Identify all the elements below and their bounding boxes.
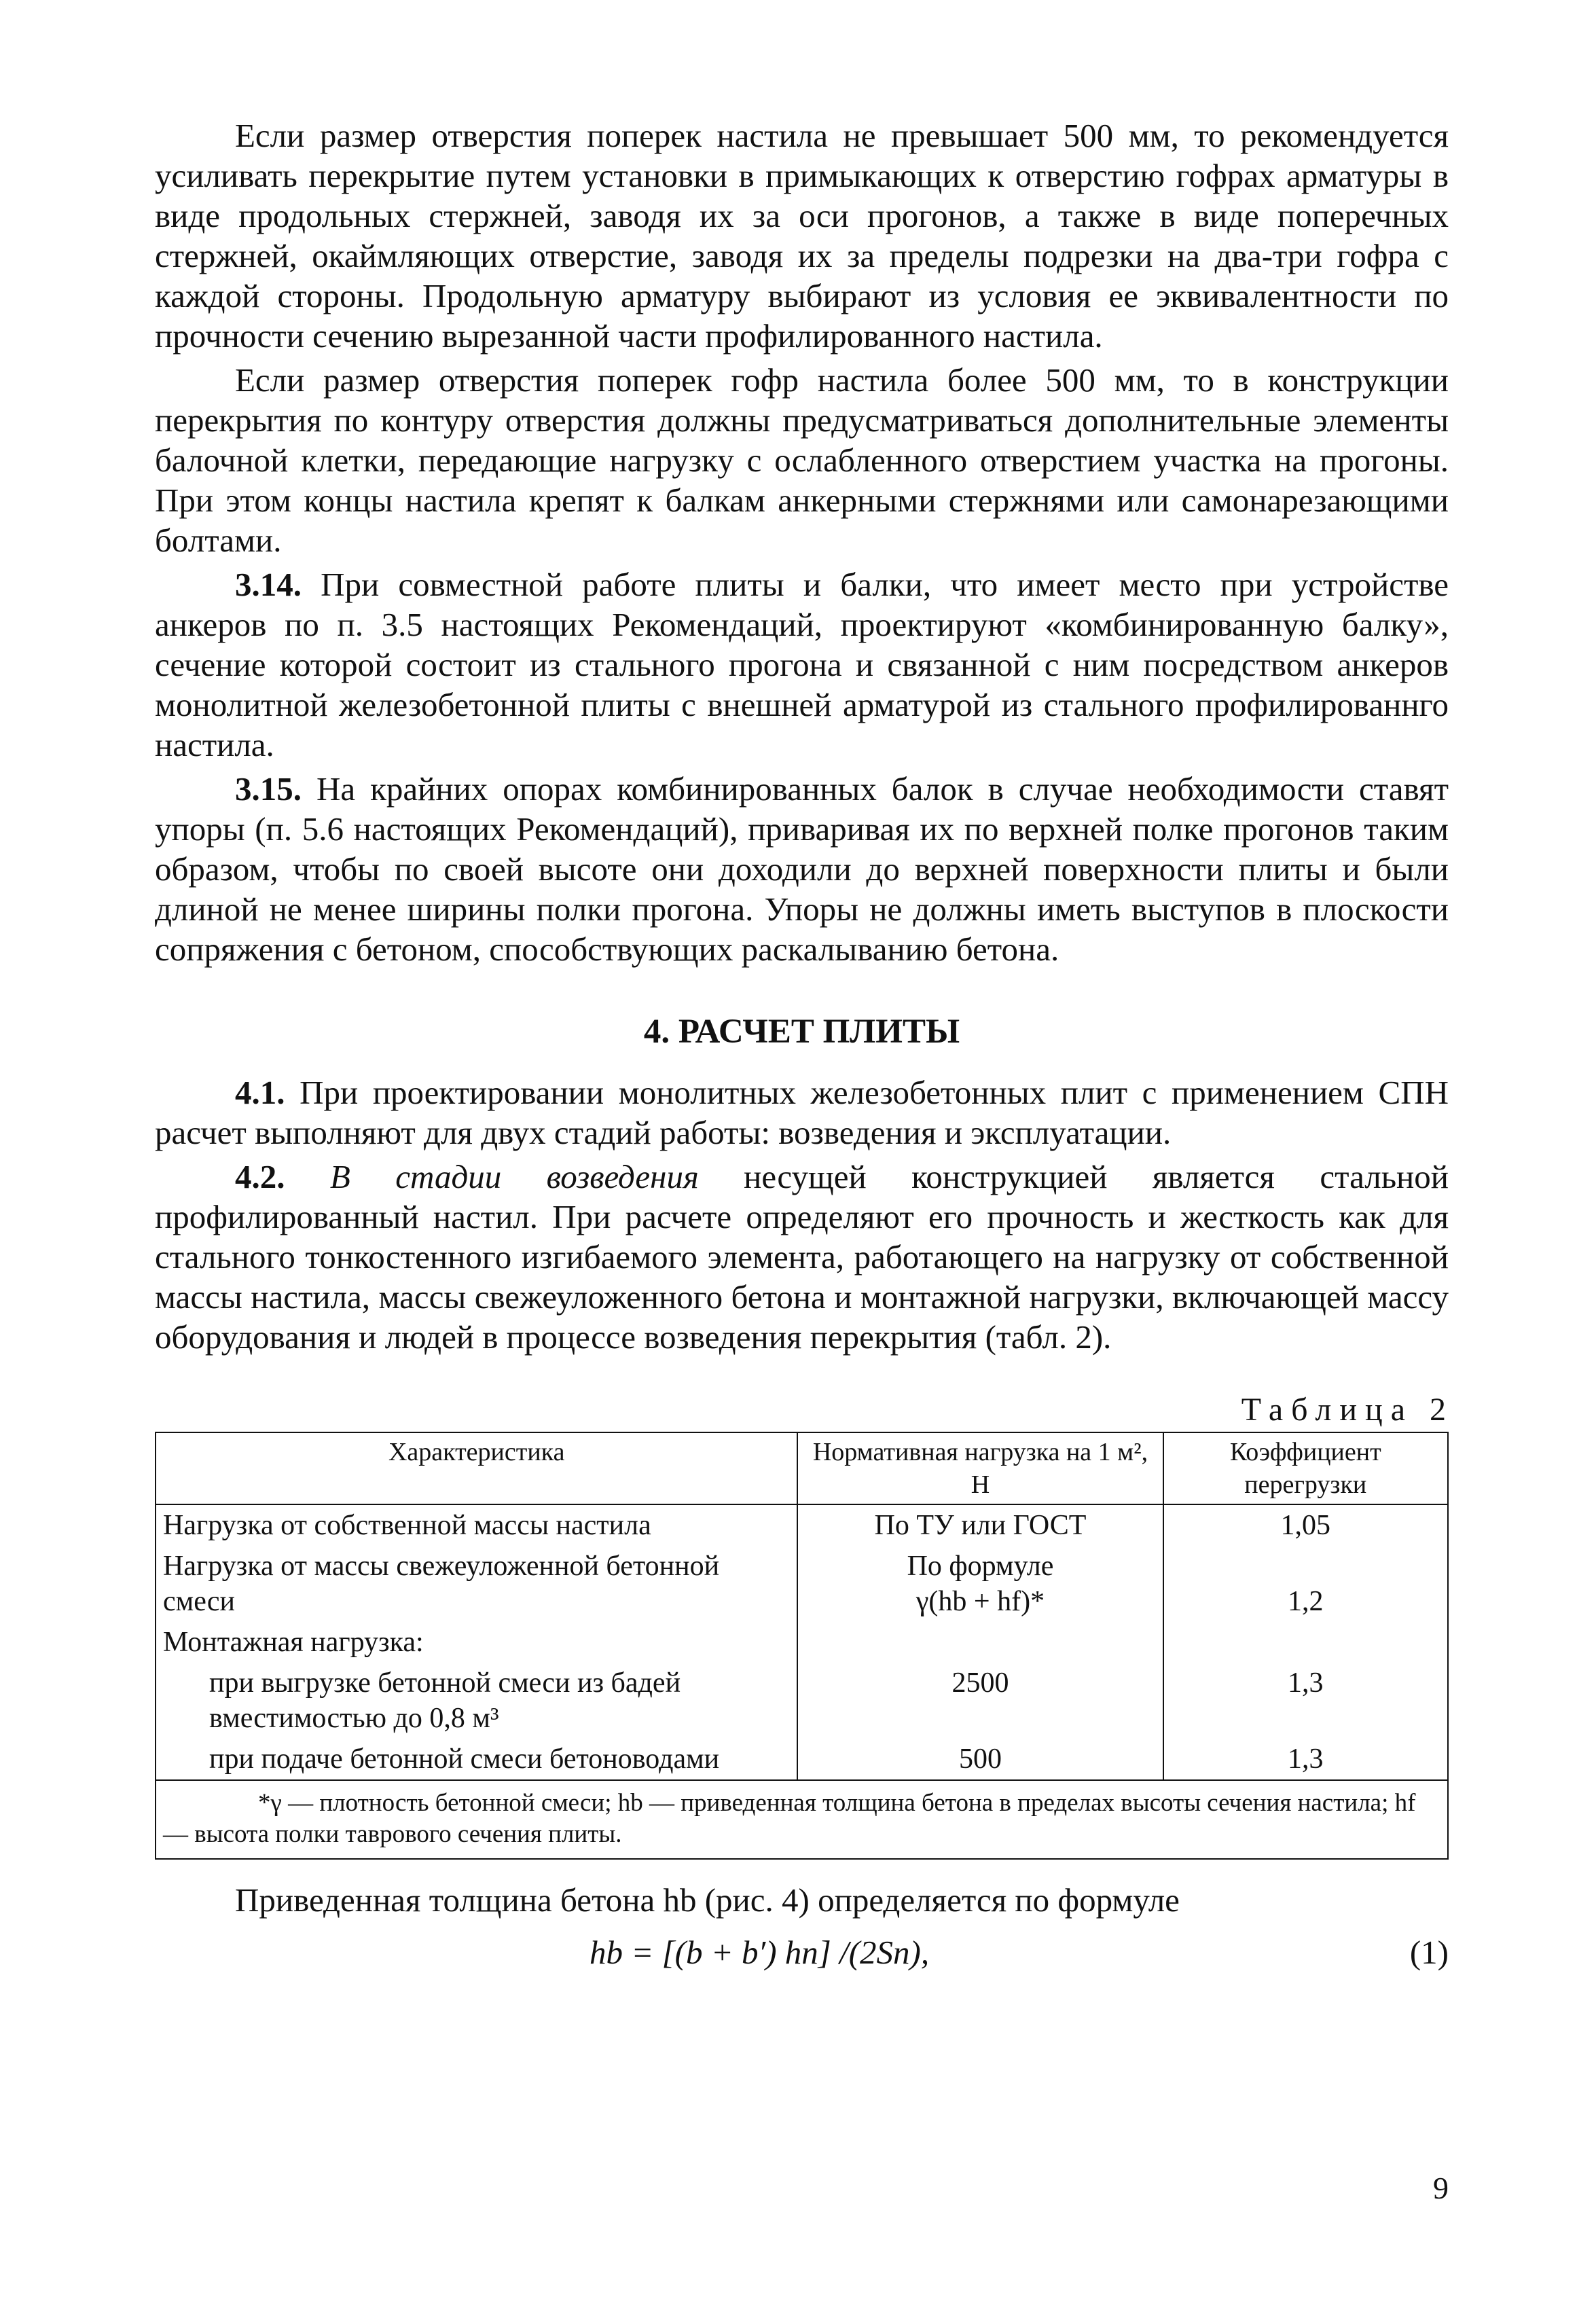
clause-text: несущей конструкцией является стальной профилированный настил. При расчете определяют его прочность и жесткость как для стального тонкостенного изгибаемого элемента, работающего на нагрузку от собственной массы настила, массы свежеуложенного бетона и монтажной нагрузки, включающей массу оборудования и людей в процессе возведения перекрытия (табл. 2).	[155, 1158, 1449, 1356]
table-caption: Таблица 2	[1241, 1392, 1454, 1428]
clause-number: 3.15.	[235, 770, 302, 808]
page-number: 9	[1433, 2171, 1449, 2205]
load-table	[155, 1432, 1449, 1781]
cell-load: 2500	[797, 1663, 1163, 1739]
clause-text: На крайних опорах комбинированных балок в случае необходимости ставят упоры (п. 5.6 настоящих Рекомендаций), приваривая их по верхней полке прогонов таким образом, чтобы по своей высоте они доходили до верхней поверхности плиты и были длиной не менее ширины полки прогона. Упоры не должны иметь выступов в плоскости сопряжения с бетоном, способствующих раскалыванию бетона.	[155, 770, 1449, 968]
cell-load	[797, 1546, 1163, 1622]
formula: hb = [(b + b′) hn] /(2Sn),	[590, 1934, 930, 1971]
table-row	[156, 1663, 1448, 1739]
formula-number: (1)	[1409, 1934, 1449, 1971]
clause-3-14	[155, 564, 1449, 765]
table-row	[156, 1546, 1448, 1622]
clause-number: 4.1.	[235, 1074, 285, 1111]
cell-coefficient: 1,2	[1163, 1546, 1448, 1622]
cell-load-formula: γ(hb + hf)*	[915, 1586, 1045, 1617]
cell-coefficient: 1,05	[1163, 1504, 1448, 1546]
header-characteristic: Характеристика	[156, 1432, 797, 1504]
paragraph-opening-large: Если размер отверстия поперек гофр настила более 500 мм, то в конструкции перекрытия по контуру отверстия должны предусматриваться дополнительные элементы балочной клетки, передающие нагрузку с ослабленного отверстием участка на прогоны. При этом концы настила крепят к балкам анкерными стержнями или самонарезающими болтами.	[155, 361, 1449, 559]
clause-3-15	[155, 769, 1449, 969]
cell-characteristic: при выгрузке бетонной смеси из бадей вместимостью до 0,8 м³	[156, 1663, 797, 1739]
header-coefficient: Коэффициент перегрузки	[1163, 1432, 1448, 1504]
header-load: Нормативная нагрузка на 1 м², Н	[797, 1432, 1163, 1504]
cell-characteristic: Нагрузка от собственной массы настила	[156, 1504, 797, 1546]
cell-load-line1: По формуле	[907, 1551, 1054, 1582]
table-header-row	[156, 1432, 1448, 1504]
clause-number: 3.14.	[235, 566, 302, 603]
clause-text: При проектировании монолитных железобетонных плит с применением СПН расчет выполняют для двух стадий работы: возведения и эксплуатации.	[155, 1074, 1449, 1151]
document-page	[155, 115, 1454, 2205]
clause-number: 4.2.	[235, 1158, 285, 1195]
cell-characteristic: при подаче бетонной смеси бетоноводами	[156, 1739, 797, 1780]
table-row	[156, 1504, 1448, 1546]
clause-4-1	[155, 1072, 1449, 1153]
clause-text: При совместной работе плиты и балки, что имеет место при устройстве анкеров по п. 3.5 настоящих Рекомендаций, проектируют «комбинированную балку», сечение которой состоит из стального прогона и связанной с ним посредством анкеров монолитной железобетонной плиты с внешней арматурой из стального профилированнго настила.	[155, 566, 1449, 763]
cell-coefficient: 1,3	[1163, 1739, 1448, 1780]
section-heading: 4. РАСЧЕТ ПЛИТЫ	[643, 1013, 960, 1051]
table-row	[156, 1739, 1448, 1780]
clause-4-2	[155, 1157, 1449, 1357]
table-row	[156, 1622, 1448, 1663]
cell-load: По ТУ или ГОСТ	[797, 1504, 1163, 1546]
cell-coefficient	[1163, 1622, 1448, 1663]
cell-characteristic: Монтажная нагрузка:	[156, 1622, 797, 1663]
cell-characteristic: Нагрузка от массы свежеуложенной бетонной смеси	[156, 1546, 797, 1622]
cell-load: 500	[797, 1739, 1163, 1780]
table-footnote: *γ — плотность бетонной смеси; hb — приведенная толщина бетона в пределах высоты сечения настила; hf — высота полки таврового сечения плиты.	[155, 1781, 1449, 1860]
clause-italic-term: В стадии возведения	[329, 1158, 699, 1195]
formula-row	[155, 1927, 1449, 1974]
cell-coefficient: 1,3	[1163, 1663, 1448, 1739]
formula-intro: Приведенная толщина бетона hb (рис. 4) определяется по формуле	[235, 1881, 1180, 1919]
paragraph-reinforcement: Если размер отверстия поперек настила не превышает 500 мм, то рекомендуется усиливать перекрытие путем установки в примыкающих к отверстию гофрах арматуры в виде продольных стержней, заводя их за оси прогонов, а также в виде поперечных стержней, окаймляющих отверстие, заводя их за пределы подрезки на два-три гофра с каждой стороны. Продольную арматуру выбирают из условия ее эквивалентности по прочности сечению вырезанной части профилированного настила.	[155, 117, 1449, 355]
cell-load	[797, 1622, 1163, 1663]
